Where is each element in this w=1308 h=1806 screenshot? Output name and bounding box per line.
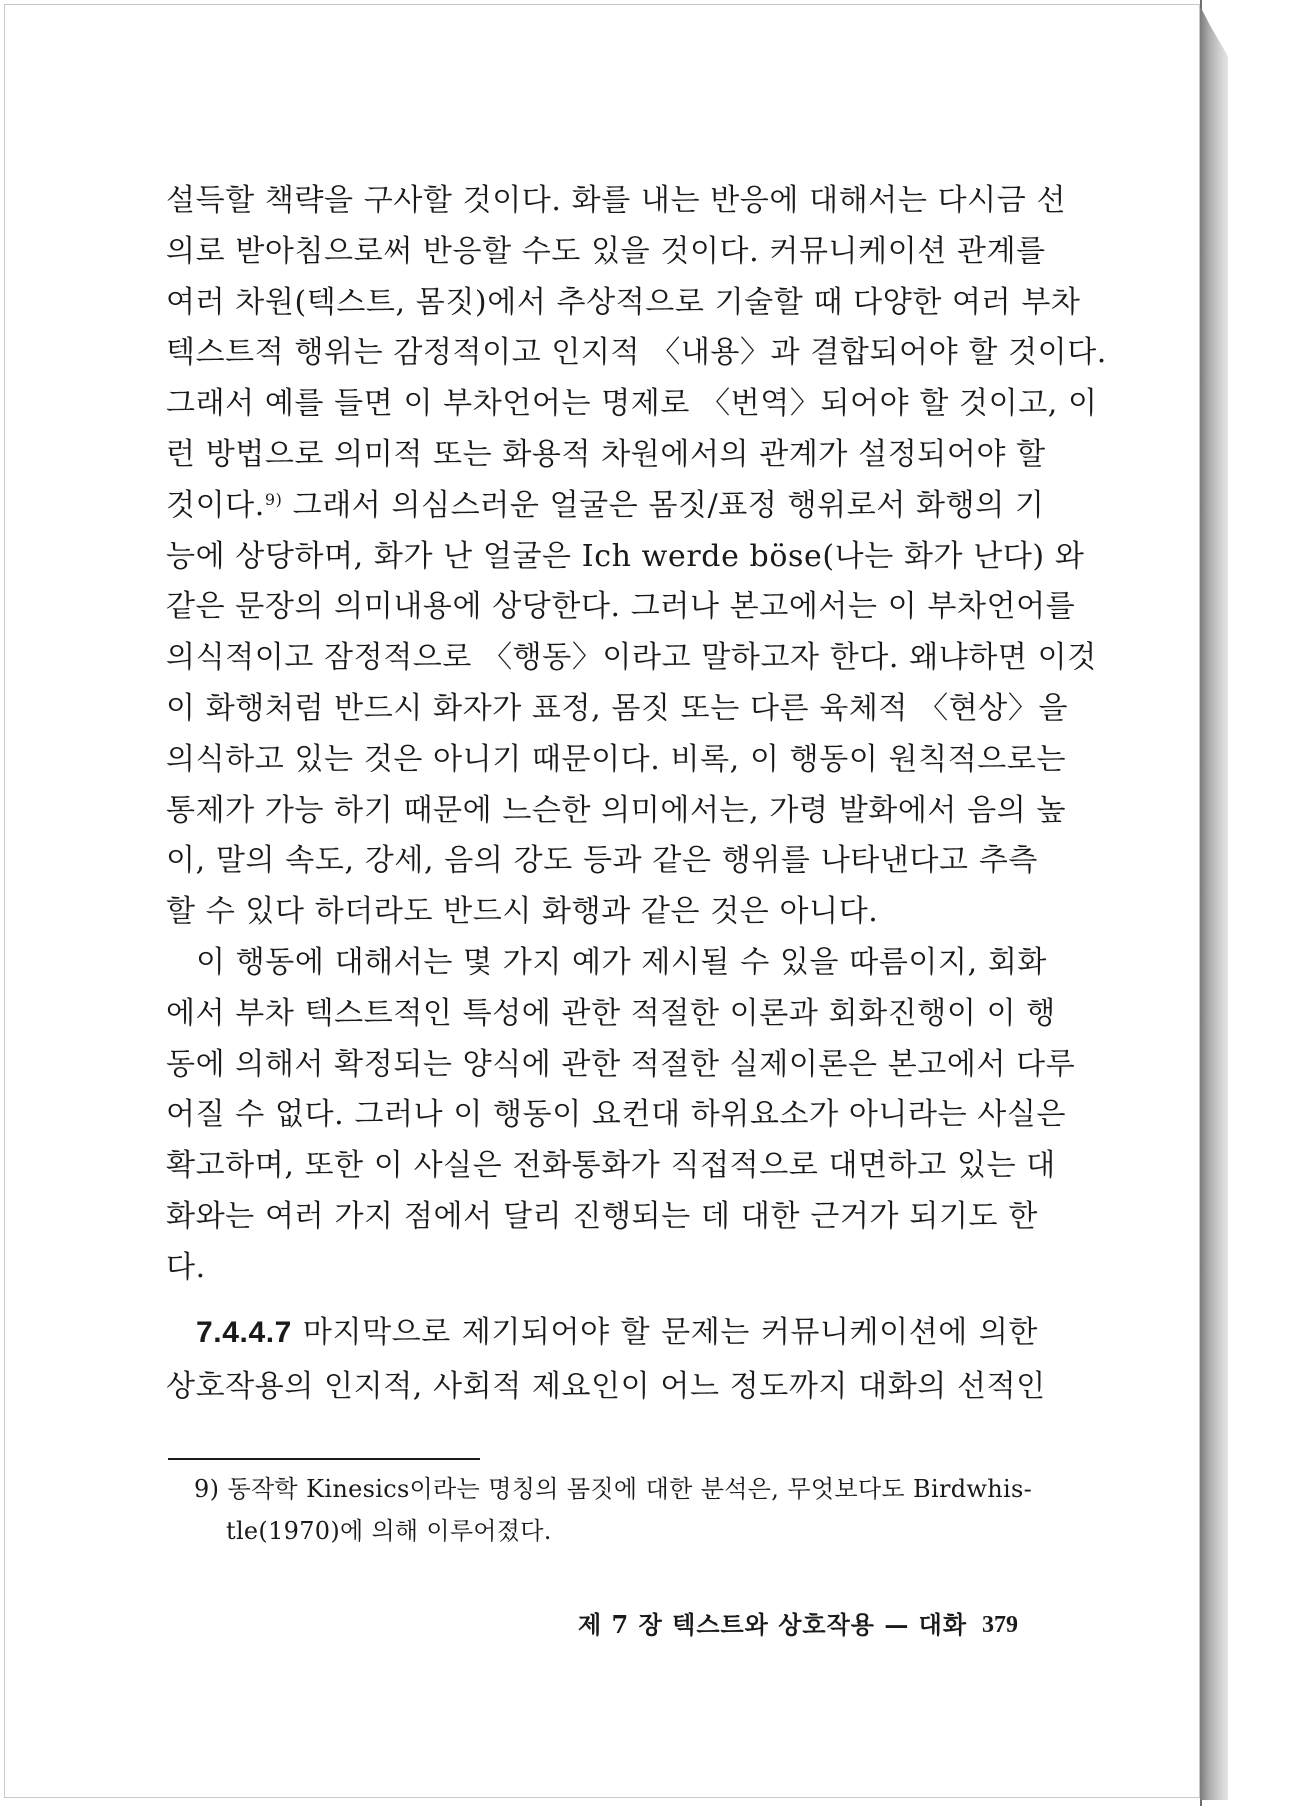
chapter-title: 제 7 장 텍스트와 상호작용 — 대화 [578, 1610, 968, 1639]
text-line: 통제가 가능 하기 때문에 느슨한 의미에서는, 가령 발화에서 음의 높 [166, 792, 1067, 828]
text-line: 어질 수 없다. 그러나 이 행동이 요컨대 하위요소가 아니라는 사실은 [166, 1097, 1067, 1133]
text-line: 이, 말의 속도, 강세, 음의 강도 등과 같은 행위를 나타낸다고 추측 [166, 843, 1038, 879]
text-line: 텍스트적 행위는 감정적이고 인지적 〈내용〉과 결합되어야 할 것이다. [166, 335, 1107, 371]
text-fragment: 마지막으로 제기되어야 할 문제는 커뮤니케이션에 의한 [302, 1315, 1038, 1350]
text-line: 설득할 책략을 구사할 것이다. 화를 내는 반응에 대해서는 다시금 선 [166, 183, 1067, 218]
section-7-4-4-7 [166, 1306, 1046, 1414]
footnote-divider [168, 1458, 480, 1460]
text-line: 이 행동에 대해서는 몇 가지 예가 제시될 수 있을 따름이지, 회화 [196, 944, 1047, 980]
text-line: 상호작용의 인지적, 사회적 제요인이 어느 정도까지 대화의 선적인 [166, 1369, 1046, 1404]
footnote [194, 1468, 1032, 1552]
footnote-reference: 9) [264, 489, 283, 509]
section-number: 7.4.4.7 [196, 1316, 292, 1349]
text-line: 화와는 여러 가지 점에서 달리 진행되는 데 대한 근거가 되기도 한 [166, 1198, 1038, 1234]
text-line: 의로 받아침으로써 반응할 수도 있을 것이다. 커뮤니케이션 관계를 [166, 233, 1046, 269]
text-line: 능에 상당하며, 화가 난 얼굴은 Ich werde böse(나는 화가 난다) 와 [166, 538, 1085, 574]
text-line: 의식하고 있는 것은 아니기 때문이다. 비록, 이 행동이 원칙적으로는 [166, 741, 1067, 777]
text-line: 같은 문장의 의미내용에 상당한다. 그러나 본고에서는 이 부차언어를 [166, 589, 1076, 625]
text-line: 의식적이고 잠정적으로 〈행동〉이라고 말하고자 한다. 왜냐하면 이것 [166, 640, 1097, 676]
text-line: 확고하며, 또한 이 사실은 전화통화가 직접적으로 대면하고 있는 대 [166, 1148, 1056, 1184]
text-line: 할 수 있다 하더라도 반드시 화행과 같은 것은 아니다. [166, 894, 879, 930]
body-text [166, 176, 1107, 1294]
text-line: 여러 차원(텍스트, 몸짓)에서 추상적으로 기술할 때 다양한 여러 부차 [166, 284, 1081, 320]
text-line: 이 화행처럼 반드시 화자가 표정, 몸짓 또는 다른 육체적 〈현상〉을 [166, 690, 1069, 726]
text-line: 다. [166, 1249, 206, 1285]
page-number: 379 [982, 1612, 1018, 1638]
section-first-line [166, 1306, 1038, 1360]
text-fragment: 것이다. [166, 487, 265, 523]
text-line: 동에 의해서 확정되는 양식에 관한 적절한 실제이론은 본고에서 다루 [166, 1046, 1076, 1082]
text-fragment: 그래서 의심스러운 얼굴은 몸짓/표정 행위로서 화행의 기 [282, 487, 1045, 523]
footnote-line: tle(1970)에 의해 이루어졌다. [226, 1517, 552, 1545]
footnote-line: 9) 동작학 Kinesics이라는 명칭의 몸짓에 대한 분석은, 무엇보다도 Birdwhis- [194, 1475, 1032, 1503]
running-footer [578, 1608, 1018, 1642]
text-line: 그래서 예를 들면 이 부차언어는 명제로 〈번역〉되어야 할 것이고, 이 [166, 386, 1098, 422]
text-line: 에서 부차 텍스트적인 특성에 관한 적절한 이론과 회화진행이 이 행 [166, 995, 1056, 1031]
text-line: 런 방법으로 의미적 또는 화용적 차원에서의 관계가 설정되어야 할 [166, 436, 1046, 472]
text-line-with-footnote-ref [166, 481, 1045, 532]
page-stack-edge [1200, 6, 1228, 1800]
